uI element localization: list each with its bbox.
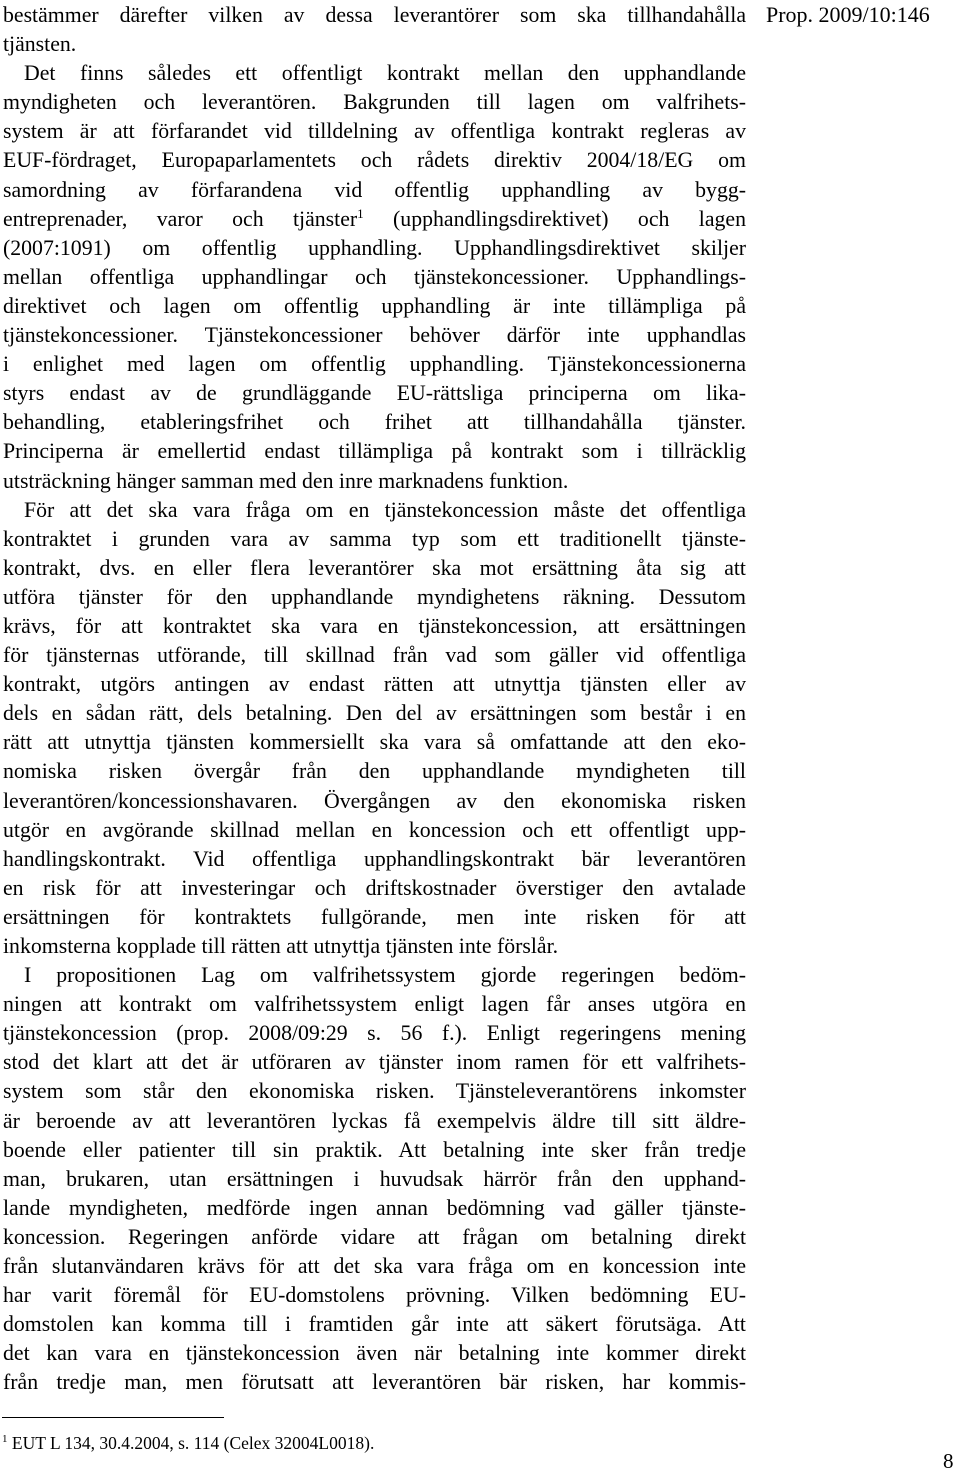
page-number: 8 bbox=[943, 1449, 954, 1473]
text-line: har varit föremål för EU-domstolens prövning. Vilken bedömning EU- bbox=[3, 1283, 746, 1308]
text-line: från slutanvändaren krävs för att det ska vara fråga om en koncession inte bbox=[3, 1254, 746, 1279]
footnote-text: EUT L 134, 30.4.2004, s. 114 (Celex 32004L0018). bbox=[11, 1433, 375, 1453]
text-line: utsträckning hänger samman med den inre marknadens funktion. bbox=[3, 468, 569, 493]
text-line: man, brukaren, utan ersättningen i huvudsak härrör från den upphand- bbox=[3, 1166, 746, 1191]
text-line: I propositionen Lag om valfrihetssystem gjorde regeringen bedöm- bbox=[24, 963, 746, 988]
text-line: för tjänsternas utförande, till skillnad från vad som gäller vid offentliga bbox=[3, 643, 746, 668]
text-line: system som står den ekonomiska risken. Tjänsteleverantörens inkomster bbox=[3, 1079, 746, 1104]
footnote bbox=[2, 1432, 374, 1454]
text-line: en risk för att investeringar och driftskostnader överstiger den avtalade bbox=[3, 875, 746, 900]
text-line: direktivet och lagen om offentlig upphandling är inte tillämpliga på bbox=[3, 293, 746, 318]
text-line: boende eller patienter till sin praktik. Att betalning inte sker från tredje bbox=[3, 1137, 746, 1162]
text-line: tjänstekoncession (prop. 2008/09:29 s. 56 f.). Enligt regeringens mening bbox=[3, 1021, 746, 1046]
proposition-reference: Prop. 2009/10:146 bbox=[766, 2, 930, 27]
text-line: domstolen kan komma till i framtiden går inte att säkert förutsäga. Att bbox=[3, 1312, 746, 1337]
text-line: myndigheten och leverantören. Bakgrunden till lagen om valfrihets- bbox=[3, 90, 746, 115]
text-line: kontraktet i grunden vara av samma typ som ett traditionellt tjänste- bbox=[3, 526, 746, 551]
text-line: EUF-fördraget, Europaparlamentets och rådets direktiv 2004/18/EG om bbox=[3, 148, 746, 173]
text-line: utföra tjänster för den upphandlande myndighetens räkning. Dessutom bbox=[3, 584, 746, 609]
text-line: mellan offentliga upphandlingar och tjänstekoncessioner. Upphandlings- bbox=[3, 264, 746, 289]
text-line: tjänstekoncessioner. Tjänstekoncessioner behöver därför inte upphandlas bbox=[3, 323, 746, 348]
body-text bbox=[3, 1, 746, 1398]
text-line: leverantören/koncessionshavaren. Övergången av den ekonomiska risken bbox=[3, 788, 746, 813]
text-line: Principerna är emellertid endast tillämpliga på kontrakt som i tillräcklig bbox=[3, 439, 746, 464]
text-line: styrs endast av de grundläggande EU-rättsliga principerna om lika- bbox=[3, 381, 746, 406]
text-fragment: (upphandlingsdirektivet) och lagen bbox=[393, 206, 746, 231]
footnote-reference: 1 bbox=[357, 205, 364, 221]
text-line: krävs, för att kontraktet ska vara en tjänstekoncession, att ersättningen bbox=[3, 613, 746, 638]
text-line: behandling, etableringsfrihet och frihet att tillhandahålla tjänster. bbox=[3, 410, 746, 435]
text-line: från tredje man, men förutsatt att leverantören bär risken, har kommis- bbox=[3, 1370, 746, 1395]
text-line: samordning av förfarandena vid offentlig upphandling av bygg- bbox=[3, 177, 746, 202]
text-line: handlingskontrakt. Vid offentliga upphandlingskontrakt bär leverantören bbox=[3, 846, 746, 871]
text-line: är beroende av att leverantören lyckas få exempelvis äldre till sitt äldre- bbox=[3, 1108, 746, 1133]
text-line: ningen att kontrakt om valfrihetssystem enligt lagen får anses utgöra en bbox=[3, 992, 746, 1017]
footnote-marker: 1 bbox=[2, 1433, 8, 1445]
text-fragment: entreprenader, varor och tjänster bbox=[3, 206, 358, 231]
text-line: dels en sådan rätt, dels betalning. Den del av ersättningen som består i en bbox=[3, 701, 746, 726]
text-line: inkomsterna kopplade till rätten att utnyttja tjänsten inte förslår. bbox=[3, 934, 559, 958]
text-line: koncession. Regeringen anförde vidare att frågan om betalning direkt bbox=[3, 1224, 746, 1249]
text-line: För att det ska vara fråga om en tjänstekoncession måste det offentliga bbox=[24, 497, 746, 522]
text-line: kontrakt, dvs. en eller flera leverantörer ska mot ersättning åta sig att bbox=[3, 555, 746, 580]
text-line: system är att förfarandet vid tilldelning av offentliga kontrakt regleras av bbox=[3, 119, 746, 144]
text-line: rätt att utnyttja tjänsten kommersiellt ska vara så omfattande att den eko- bbox=[3, 730, 746, 755]
text-line: lande myndigheten, medförde ingen annan bedömning vad gäller tjänste- bbox=[3, 1195, 746, 1220]
text-line: stod det klart att det är utföraren av tjänster inom ramen för ett valfrihets- bbox=[3, 1050, 746, 1075]
text-line bbox=[3, 205, 746, 234]
text-line: utgör en avgörande skillnad mellan en koncession och ett offentligt upp- bbox=[3, 817, 746, 842]
text-line: kontrakt, utgörs antingen av endast rätten att utnyttja tjänsten eller av bbox=[3, 672, 746, 697]
text-line: Det finns således ett offentligt kontrakt mellan den upphandlande bbox=[24, 61, 746, 86]
text-line: ersättningen för kontraktets fullgörande, men inte risken för att bbox=[3, 904, 746, 929]
text-line: det kan vara en tjänstekoncession även när betalning inte kommer direkt bbox=[3, 1341, 746, 1366]
text-line: nomiska risken övergår från den upphandlande myndigheten till bbox=[3, 759, 746, 784]
text-line: i enlighet med lagen om offentlig upphandling. Tjänstekoncessionerna bbox=[3, 352, 746, 377]
text-line: (2007:1091) om offentlig upphandling. Upphandlingsdirektivet skiljer bbox=[3, 235, 746, 260]
text-line: tjänsten. bbox=[3, 32, 77, 57]
text-line: bestämmer därefter vilken av dessa leverantörer som ska tillhandahålla bbox=[3, 3, 746, 27]
footnote-divider bbox=[2, 1417, 224, 1418]
